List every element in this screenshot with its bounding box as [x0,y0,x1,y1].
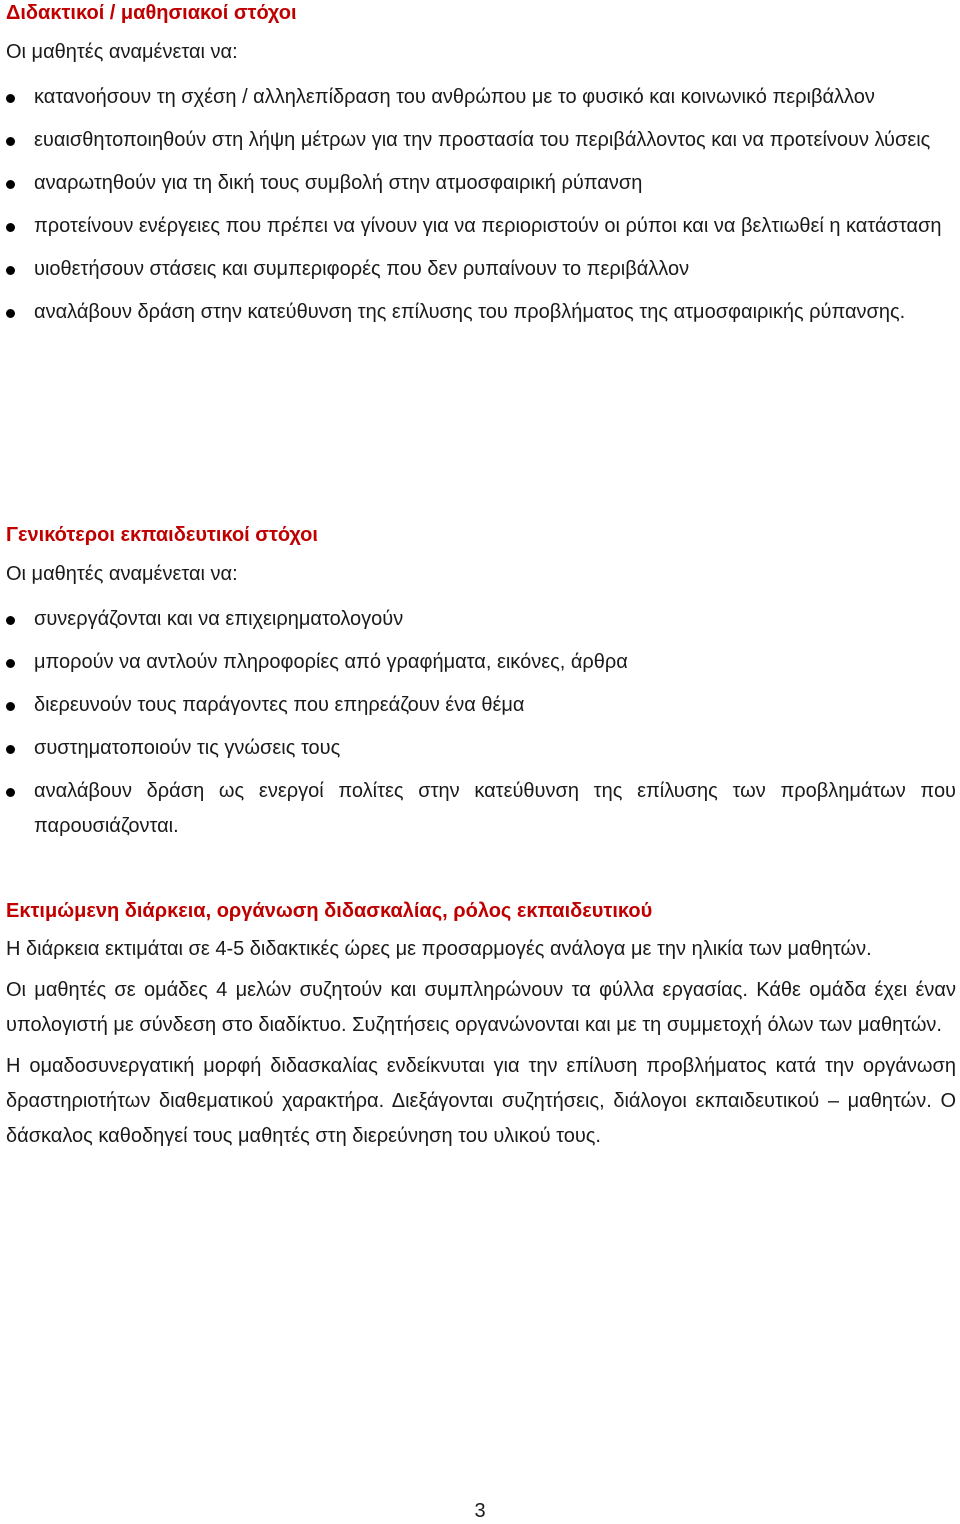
list-item-text: συστηματοποιούν τις γνώσεις τους [34,737,341,759]
section-general-objectives [6,522,956,852]
bullet-icon [6,659,15,668]
section-duration-organization [6,898,956,1154]
list-item-text: υιοθετήσουν στάσεις και συμπεριφορές που δεν ρυπαίνουν το περιβάλλον [34,258,690,280]
bullet-icon [6,223,15,232]
list-item [6,688,956,723]
list-item-text: διερευνούν τους παράγοντες που επηρεάζουν ένα θέμα [34,694,525,716]
paragraph: Η ομαδοσυνεργατική μορφή διδασκαλίας ενδείκνυται για την επίλυση προβλήματος κατά την οργάνωση δραστηριοτήτων διαθεματικού χαρακτήρα. Διεξάγονται συζητήσεις, διάλογοι εκπαιδευτικού – μαθητών. Ο δάσκαλος καθοδηγεί τους μαθητές στη διερεύνηση του υλικού τους. [6,1055,956,1147]
section-heading: Γενικότεροι εκπαιδευτικοί στόχοι [6,524,318,546]
bullet-list [6,602,956,844]
list-item-text: ευαισθητοποιηθούν στη λήψη μέτρων για την προστασία του περιβάλλοντος και να προτείνουν λύσεις [34,129,931,151]
paragraph: Οι μαθητές σε ομάδες 4 μελών συζητούν και συμπληρώνουν τα φύλλα εργασίας. Κάθε ομάδα έχει έναν υπολογιστή με σύνδεση στο διαδίκτυο. Συζητήσεις οργανώνονται και με τη συμμετοχή όλων των μαθητών. [6,979,956,1036]
list-item [6,731,956,766]
section-intro: Οι μαθητές αναμένεται να: [6,563,238,585]
bullet-icon [6,702,15,711]
list-item-text: συνεργάζονται και να επιχειρηματολογούν [34,608,404,630]
list-item-text: αναλάβουν δράση ως ενεργοί πολίτες στην κατεύθυνση της επίλυσης των προβλημάτων που παρουσιάζονται. [34,780,956,837]
list-item-text: προτείνουν ενέργειες που πρέπει να γίνουν για να περιοριστούν οι ρύποι και να βελτιωθεί η κατάσταση [34,215,942,237]
list-item-text: αναρωτηθούν για τη δική τους συμβολή στην ατμοσφαιρική ρύπανση [34,172,643,194]
paragraph: Η διάρκεια εκτιμάται σε 4-5 διδακτικές ώρες με προσαρμογές ανάλογα με την ηλικία των μαθητών. [6,938,872,960]
list-item [6,80,956,115]
bullet-icon [6,94,15,103]
list-item [6,166,956,201]
list-item [6,295,956,330]
section-heading: Διδακτικοί / μαθησιακοί στόχοι [6,2,297,24]
bullet-icon [6,745,15,754]
list-item-text: μπορούν να αντλούν πληροφορίες από γραφήματα, εικόνες, άρθρα [34,651,628,673]
list-item [6,209,956,244]
section-learning-objectives [6,0,956,338]
page-number: 3 [474,1500,486,1522]
list-item [6,123,956,158]
section-intro: Οι μαθητές αναμένεται να: [6,41,238,63]
bullet-icon [6,788,15,797]
list-item [6,645,956,680]
list-item [6,774,956,844]
list-item [6,252,956,287]
bullet-icon [6,180,15,189]
list-item-text: κατανοήσουν τη σχέση / αλληλεπίδραση του ανθρώπου με το φυσικό και κοινωνικό περιβάλλον [34,86,875,108]
bullet-icon [6,137,15,146]
bullet-icon [6,309,15,318]
bullet-icon [6,616,15,625]
list-item [6,602,956,637]
list-item-text: αναλάβουν δράση στην κατεύθυνση της επίλυσης του προβλήματος της ατμοσφαιρικής ρύπανσης. [34,301,906,323]
bullet-list [6,80,956,330]
section-heading: Εκτιμώμενη διάρκεια, οργάνωση διδασκαλίας, ρόλος εκπαιδευτικού [6,900,653,922]
bullet-icon [6,266,15,275]
